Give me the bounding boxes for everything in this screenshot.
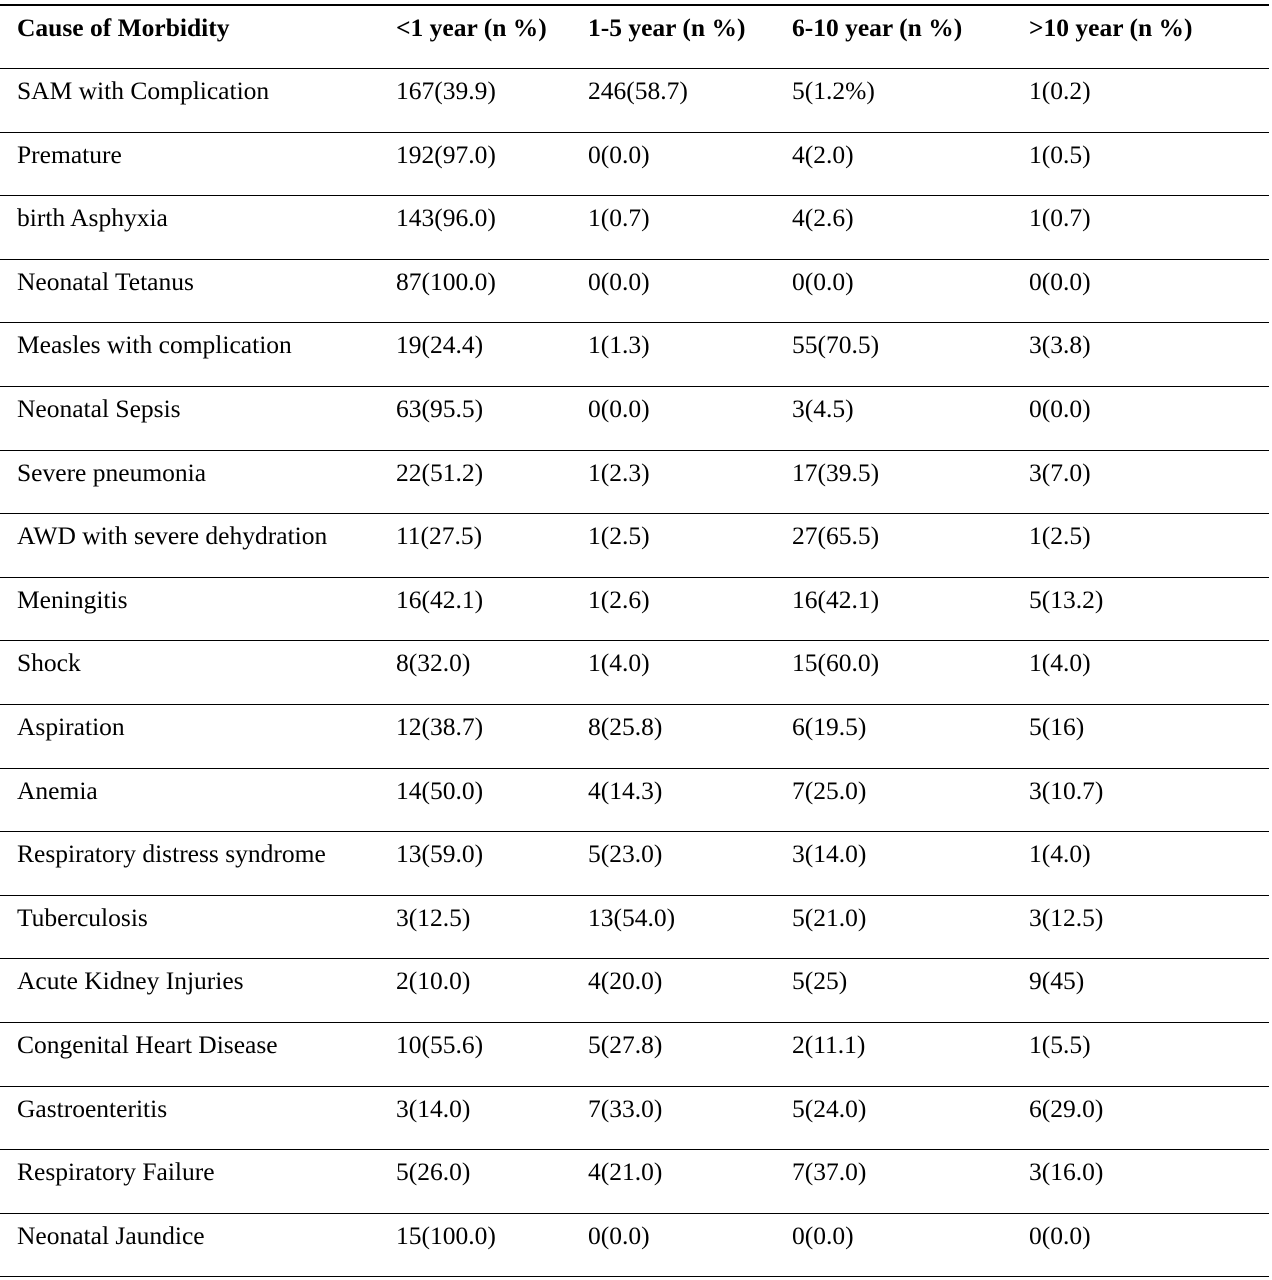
cell-1-5-year: 5(23.0): [588, 839, 663, 869]
cell-6-10-year: 0(0.0): [792, 266, 854, 296]
table-header: [0, 5, 1269, 69]
cell-6-10-year: 55(70.5): [792, 330, 880, 360]
cell-6-10-year: 6(19.5): [792, 712, 867, 742]
cell-6-10-year: 16(42.1): [792, 584, 880, 614]
cell-1-5-year: 246(58.7): [588, 76, 688, 106]
cell-6-10-year: 5(25): [792, 966, 848, 996]
cell-over-10-year: 1(0.7): [1029, 203, 1091, 233]
cell-over-10-year: 1(4.0): [1029, 839, 1091, 869]
cell-under-1-year: 143(96.0): [396, 203, 496, 233]
table-row: [0, 387, 1269, 451]
cell-under-1-year: 16(42.1): [396, 584, 484, 614]
cell-under-1-year: 13(59.0): [396, 839, 484, 869]
table-body: [0, 69, 1269, 1277]
cell-1-5-year: 1(1.3): [588, 330, 650, 360]
cell-over-10-year: 1(0.5): [1029, 139, 1091, 169]
cell-6-10-year: 5(1.2%): [792, 76, 875, 106]
cell-over-10-year: 3(12.5): [1029, 902, 1104, 932]
cell-under-1-year: 15(100.0): [396, 1220, 496, 1250]
table-row: [0, 577, 1269, 641]
table-row: [0, 959, 1269, 1023]
cell-over-10-year: 5(16): [1029, 712, 1085, 742]
cell-over-10-year: 3(16.0): [1029, 1157, 1104, 1187]
morbidity-table-container: [0, 4, 1269, 1277]
cell-over-10-year: 9(45): [1029, 966, 1085, 996]
cell-over-10-year: 0(0.0): [1029, 394, 1091, 424]
morbidity-table: [0, 4, 1269, 1277]
table-row: [0, 705, 1269, 769]
cell-over-10-year: 3(10.7): [1029, 775, 1104, 805]
header-1-5-year: 1-5 year (n %): [588, 13, 746, 42]
header-cause: Cause of Morbidity: [17, 13, 230, 42]
cell-under-1-year: 8(32.0): [396, 648, 471, 678]
cell-under-1-year: 19(24.4): [396, 330, 484, 360]
cell-6-10-year: 3(4.5): [792, 394, 854, 424]
table-row: [0, 1086, 1269, 1150]
cell-under-1-year: 11(27.5): [396, 521, 483, 551]
cell-over-10-year: 3(3.8): [1029, 330, 1091, 360]
cell-over-10-year: 0(0.0): [1029, 266, 1091, 296]
cell-cause: Meningitis: [17, 584, 128, 614]
cell-6-10-year: 7(37.0): [792, 1157, 867, 1187]
header-under-1-year: <1 year (n %): [396, 13, 547, 42]
cell-1-5-year: 0(0.0): [588, 394, 650, 424]
table-row: [0, 768, 1269, 832]
cell-under-1-year: 192(97.0): [396, 139, 496, 169]
cell-cause: Severe pneumonia: [17, 457, 207, 487]
cell-cause: Respiratory distress syndrome: [17, 839, 326, 869]
cell-over-10-year: 1(0.2): [1029, 76, 1091, 106]
cell-1-5-year: 0(0.0): [588, 139, 650, 169]
cell-over-10-year: 3(7.0): [1029, 457, 1091, 487]
cell-under-1-year: 3(14.0): [396, 1093, 471, 1123]
cell-under-1-year: 87(100.0): [396, 266, 496, 296]
cell-under-1-year: 12(38.7): [396, 712, 484, 742]
cell-under-1-year: 63(95.5): [396, 394, 484, 424]
table-row: [0, 69, 1269, 133]
cell-cause: Premature: [17, 139, 122, 169]
cell-over-10-year: 1(5.5): [1029, 1030, 1091, 1059]
table-row: [0, 514, 1269, 578]
cell-cause: Gastroenteritis: [17, 1093, 168, 1123]
cell-1-5-year: 1(0.7): [588, 203, 650, 233]
cell-6-10-year: 17(39.5): [792, 457, 880, 487]
cell-1-5-year: 1(4.0): [588, 648, 650, 678]
cell-1-5-year: 7(33.0): [588, 1093, 663, 1123]
cell-cause: Acute Kidney Injuries: [17, 966, 244, 996]
cell-1-5-year: 4(14.3): [588, 775, 663, 805]
cell-6-10-year: 0(0.0): [792, 1220, 854, 1250]
cell-1-5-year: 0(0.0): [588, 266, 650, 296]
table-row: [0, 259, 1269, 323]
table-row: [0, 1150, 1269, 1214]
cell-1-5-year: 13(54.0): [588, 902, 676, 932]
cell-cause: Neonatal Sepsis: [17, 394, 181, 424]
cell-cause: Anemia: [17, 775, 98, 805]
cell-under-1-year: 14(50.0): [396, 775, 484, 805]
cell-6-10-year: 5(24.0): [792, 1093, 867, 1123]
cell-1-5-year: 5(27.8): [588, 1030, 663, 1059]
table-row: [0, 132, 1269, 196]
table-row: [0, 196, 1269, 260]
cell-cause: Measles with complication: [17, 330, 292, 360]
cell-6-10-year: 3(14.0): [792, 839, 867, 869]
cell-6-10-year: 15(60.0): [792, 648, 880, 678]
table-row: [0, 1213, 1269, 1277]
cell-cause: birth Asphyxia: [17, 203, 168, 233]
header-6-10-year: 6-10 year (n %): [792, 13, 963, 42]
cell-cause: Neonatal Jaundice: [17, 1220, 205, 1250]
table-row: [0, 641, 1269, 705]
cell-over-10-year: 1(4.0): [1029, 648, 1091, 678]
cell-6-10-year: 5(21.0): [792, 902, 867, 932]
cell-cause: Congenital Heart Disease: [17, 1030, 278, 1059]
table-row: [0, 895, 1269, 959]
table-row: [0, 832, 1269, 896]
cell-1-5-year: 0(0.0): [588, 1220, 650, 1250]
cell-6-10-year: 27(65.5): [792, 521, 880, 551]
cell-cause: Neonatal Tetanus: [17, 266, 194, 296]
cell-1-5-year: 1(2.5): [588, 521, 650, 551]
cell-1-5-year: 4(21.0): [588, 1157, 663, 1187]
cell-cause: Shock: [17, 648, 81, 678]
table-row: [0, 450, 1269, 514]
cell-6-10-year: 2(11.1): [792, 1030, 866, 1059]
cell-under-1-year: 5(26.0): [396, 1157, 471, 1187]
table-row: [0, 1023, 1269, 1087]
cell-under-1-year: 3(12.5): [396, 902, 471, 932]
cell-1-5-year: 1(2.6): [588, 584, 650, 614]
cell-cause: Tuberculosis: [17, 902, 148, 932]
cell-6-10-year: 4(2.0): [792, 139, 854, 169]
cell-over-10-year: 6(29.0): [1029, 1093, 1104, 1123]
cell-cause: SAM with Complication: [17, 76, 270, 106]
cell-under-1-year: 22(51.2): [396, 457, 484, 487]
cell-cause: AWD with severe dehydration: [17, 521, 328, 551]
cell-over-10-year: 1(2.5): [1029, 521, 1091, 551]
cell-over-10-year: 0(0.0): [1029, 1220, 1091, 1250]
table-row: [0, 323, 1269, 387]
cell-1-5-year: 8(25.8): [588, 712, 663, 742]
cell-1-5-year: 4(20.0): [588, 966, 663, 996]
cell-over-10-year: 5(13.2): [1029, 584, 1104, 614]
header-over-10-year: >10 year (n %): [1029, 13, 1193, 42]
cell-cause: Respiratory Failure: [17, 1157, 215, 1187]
cell-cause: Aspiration: [17, 712, 125, 742]
cell-under-1-year: 10(55.6): [396, 1030, 484, 1059]
cell-under-1-year: 2(10.0): [396, 966, 471, 996]
cell-6-10-year: 4(2.6): [792, 203, 854, 233]
header-row: [0, 5, 1269, 69]
cell-1-5-year: 1(2.3): [588, 457, 650, 487]
cell-under-1-year: 167(39.9): [396, 76, 496, 106]
cell-6-10-year: 7(25.0): [792, 775, 867, 805]
